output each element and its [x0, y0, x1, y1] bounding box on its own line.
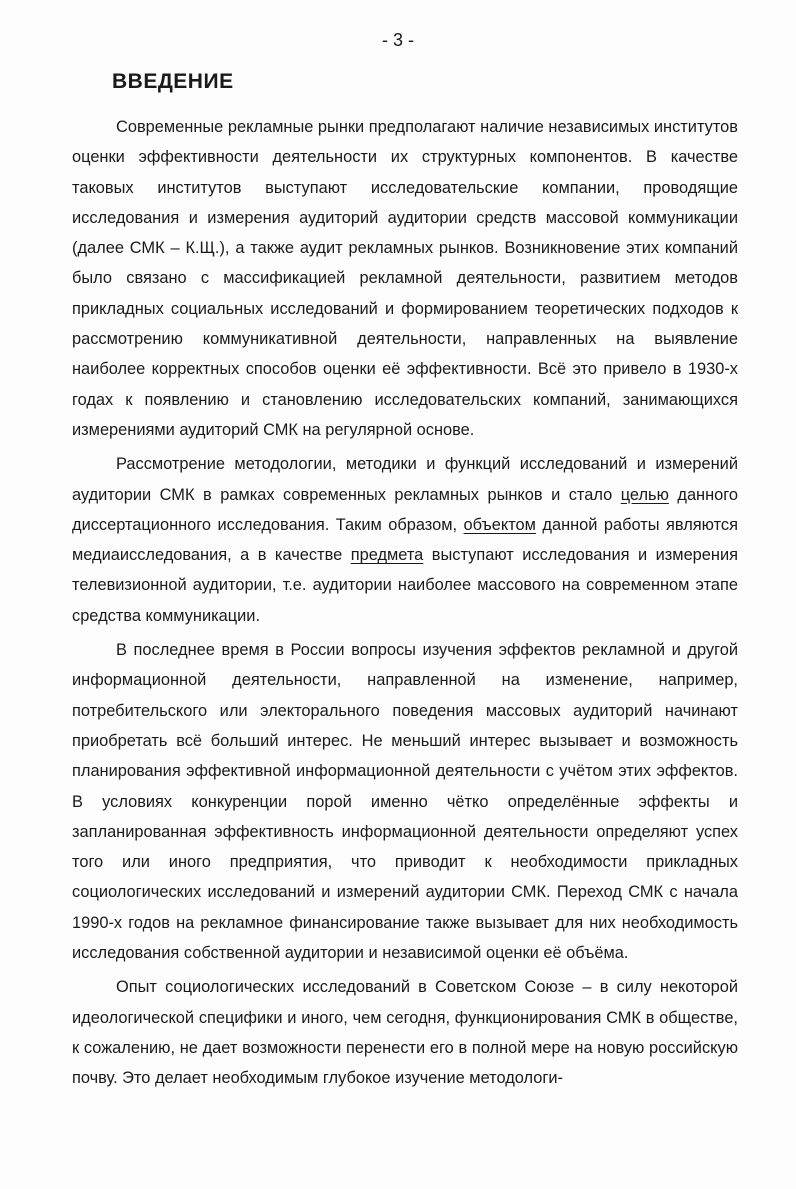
- paragraph-2-text-3: данной работы являются медиаисследования, а в качестве: [72, 515, 739, 565]
- paragraph-1: Современные рекламные рынки предполагают наличие независимых институтов оценки эффективности деятельности их структурных компонентов. В качестве таковых институтов выступают исследовательские компании, проводящие исследования и измерения аудиторий аудитории средств массовой коммуникации (далее СМК – К.Щ.), а также аудит рекламных рынков. Возникновение этих компаний было связано с массификацией рекламной деятельности, развитием методов прикладных социальных исследований и формированием теоретических подходов к рассмотрению коммуникативной деятельности, направленных на выявление наиболее корректных способов оценки её эффективности. Всё это привело в 1930-х годах к появлению и становлению исследовательских компаний, занимающихся измерениями аудиторий СМК на регулярной основе.: [72, 118, 738, 439]
- body-text: [72, 112, 738, 1098]
- paragraph-4: Опыт социологических исследований в Советском Союзе – в силу некоторой идеологической специфики и иного, чем сегодня, функционирования СМК в обществе, к сожалению, не дает возможности перенести его в полной мере на новую российскую почву. Это делает необходимым глубокое изучение методологи-: [72, 978, 738, 1088]
- section-heading: ВВЕДЕНИЕ: [112, 70, 234, 93]
- paragraph-2-text-2: данного диссертационного исследования. Таким образом,: [72, 485, 739, 534]
- term-subject: предмета: [350, 546, 424, 565]
- paragraph-3: В последнее время в России вопросы изучения эффектов рекламной и другой информационной деятельности, направленной на изменение, например, потребительского или электорального поведения массовых аудиторий начинают приобретать всё больший интерес. Не меньший интерес вызывает и возможность планирования эффективной информационной деятельности с учётом этих эффектов. В условиях конкуренции порой именно чётко определённые эффекты и запланированная эффективность информационной деятельности определяют успех того или иного предприятия, что приводит к необходимости прикладных социологических исследований и измерений аудитории СМК. Переход СМК с начала 1990-х годов на рекламное финансирование также вызывает для них необходимость исследования собственной аудитории и независимой оценки её объёма.: [72, 641, 738, 963]
- paragraph-2: [72, 449, 738, 631]
- paragraph-2-text-4: выступают исследования и измерения телевизионной аудитории, т.е. аудитории наиболее массового на современном этапе средства коммуникации.: [72, 546, 738, 625]
- paragraph-2-text-1: Рассмотрение методологии, методики и функций исследований и измерений аудитории СМК в рамках современных рекламных рынков и стало: [72, 455, 738, 504]
- term-goal: целью: [620, 485, 669, 504]
- term-object: объектом: [463, 515, 536, 534]
- page-number: - 3 -: [381, 30, 414, 50]
